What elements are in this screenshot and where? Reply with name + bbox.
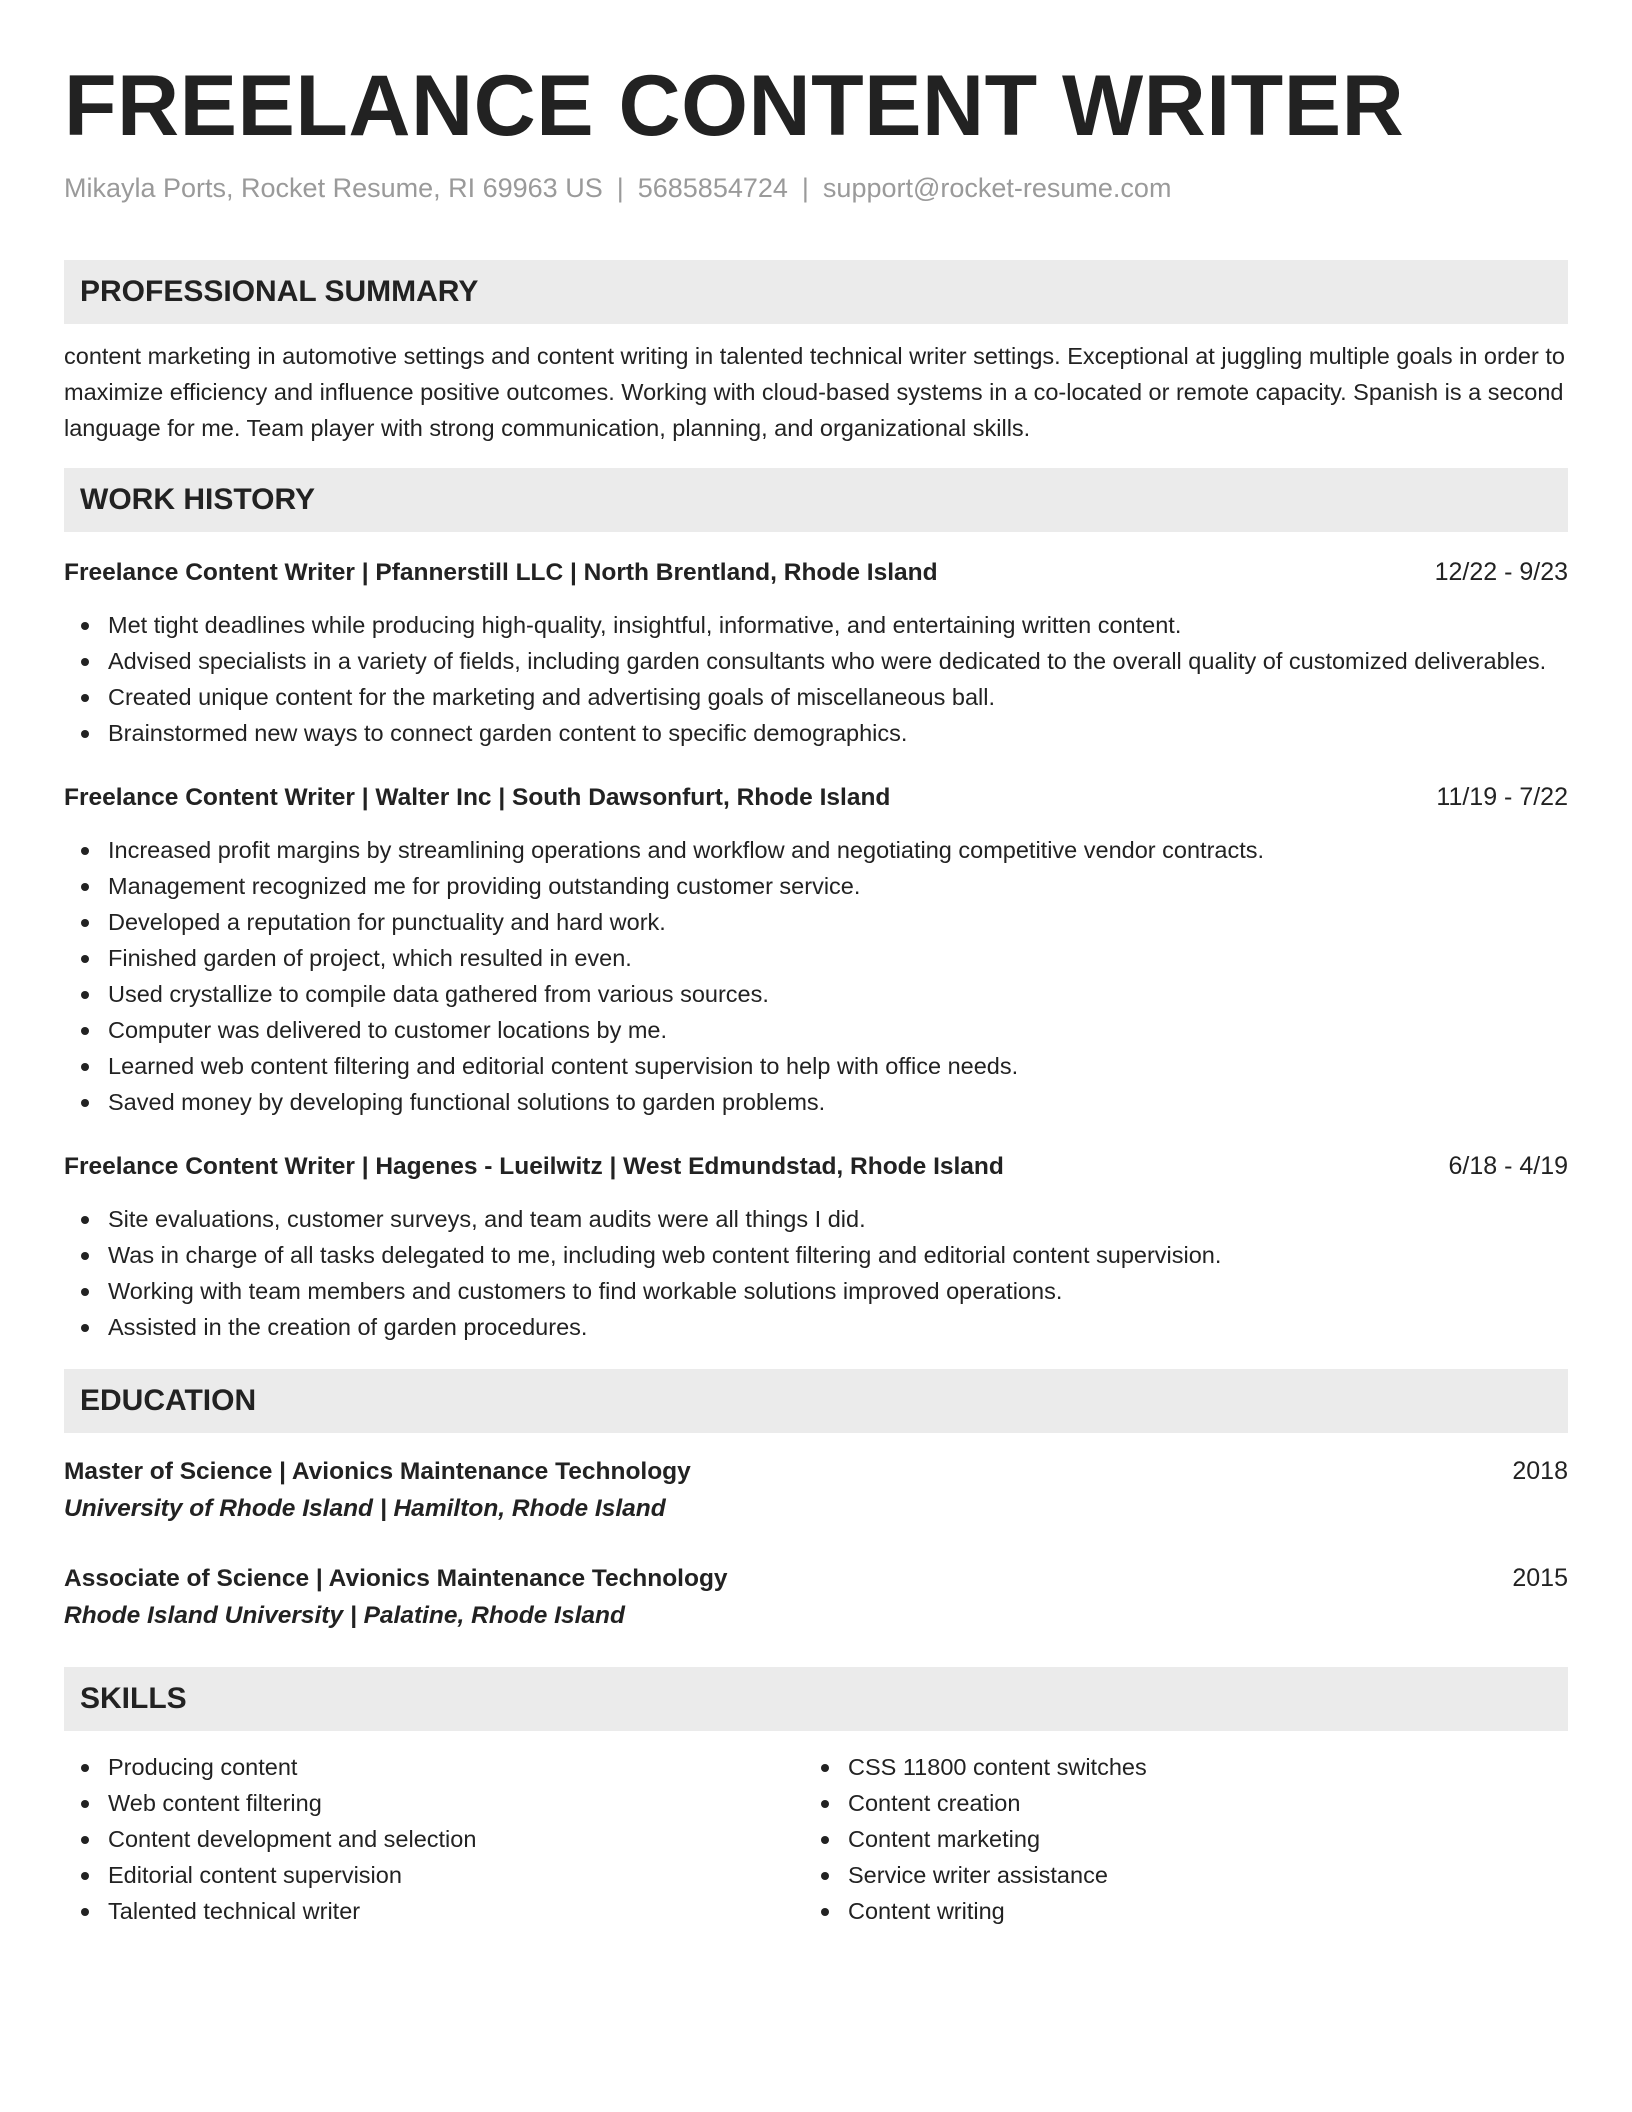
- skill-item: Producing content: [64, 1749, 804, 1785]
- degree: Master of Science | Avionics Maintenance Technology: [64, 1458, 691, 1485]
- job-bullets: [64, 607, 1568, 751]
- contact-email: support@rocket-resume.com: [822, 173, 1172, 203]
- school: University of Rhode Island | Hamilton, Rhode Island: [64, 1495, 666, 1522]
- skills-column-left: [64, 1749, 804, 1929]
- education-entry: [64, 1453, 1568, 1528]
- list-item: Saved money by developing functional solutions to garden problems.: [64, 1084, 1568, 1120]
- job-dates: 6/18 - 4/19: [1448, 1152, 1568, 1180]
- section-header-skills: [64, 1667, 1568, 1731]
- graduation-year: 2018: [1512, 1457, 1568, 1485]
- list-item: Used crystallize to compile data gathered from various sources.: [64, 976, 1568, 1012]
- section-heading: SKILLS: [80, 1682, 187, 1715]
- education-header: [64, 1453, 1568, 1490]
- list-item: Site evaluations, customer surveys, and team audits were all things I did.: [64, 1201, 1568, 1237]
- list-item: Developed a reputation for punctuality and hard work.: [64, 904, 1568, 940]
- list-item: Brainstormed new ways to connect garden content to specific demographics.: [64, 715, 1568, 751]
- list-item: Working with team members and customers to find workable solutions improved operations.: [64, 1273, 1568, 1309]
- skills-column-right: [804, 1749, 1544, 1929]
- job-title: Freelance Content Writer | Pfannerstill LLC | North Brentland, Rhode Island: [64, 559, 938, 586]
- job-entry: [64, 1148, 1568, 1345]
- section-heading: WORK HISTORY: [80, 483, 316, 516]
- skill-item: Content development and selection: [64, 1821, 804, 1857]
- skill-item: Talented technical writer: [64, 1893, 804, 1929]
- skills-list: [64, 1749, 1568, 1929]
- job-bullets: [64, 1201, 1568, 1345]
- contact-separator: |: [801, 173, 809, 203]
- job-bullets: [64, 832, 1568, 1120]
- section-header-work-history: [64, 468, 1568, 532]
- skills-bullets: [64, 1749, 804, 1929]
- job-header: [64, 1148, 1568, 1185]
- job-title: Freelance Content Writer | Walter Inc | South Dawsonfurt, Rhode Island: [64, 784, 891, 811]
- education-header: [64, 1560, 1568, 1597]
- education-entry: [64, 1560, 1568, 1635]
- resume-page: [64, 56, 1568, 1929]
- summary-text: content marketing in automotive settings and content writing in talented technical writer settings. Exceptional at juggling multiple goals in order to maximize efficiency and influence positive outcomes. Working with cloud-based systems in a co-located or remote capacity. Spanish is a second language for me. Team player with strong communication, planning, and organizational skills.: [64, 343, 1565, 441]
- skill-item: Web content filtering: [64, 1785, 804, 1821]
- skill-item: Content marketing: [804, 1821, 1544, 1857]
- skill-item: Service writer assistance: [804, 1857, 1544, 1893]
- graduation-year: 2015: [1512, 1564, 1568, 1592]
- list-item: Increased profit margins by streamlining operations and workflow and negotiating competitive vendor contracts.: [64, 832, 1568, 868]
- list-item: Met tight deadlines while producing high-quality, insightful, informative, and entertaining written content.: [64, 607, 1568, 643]
- list-item: Advised specialists in a variety of fields, including garden consultants who were dedicated to the overall quality of customized deliverables.: [64, 643, 1568, 679]
- job-entry: [64, 779, 1568, 1120]
- contact-address: Mikayla Ports, Rocket Resume, RI 69963 US: [64, 173, 603, 203]
- list-item: Learned web content filtering and editorial content supervision to help with office needs.: [64, 1048, 1568, 1084]
- list-item: Computer was delivered to customer locations by me.: [64, 1012, 1568, 1048]
- skills-bullets: [804, 1749, 1544, 1929]
- list-item: Finished garden of project, which resulted in even.: [64, 940, 1568, 976]
- skill-item: CSS 11800 content switches: [804, 1749, 1544, 1785]
- list-item: Created unique content for the marketing and advertising goals of miscellaneous ball.: [64, 679, 1568, 715]
- job-dates: 12/22 - 9/23: [1434, 558, 1568, 586]
- list-item: Management recognized me for providing outstanding customer service.: [64, 868, 1568, 904]
- job-title: Freelance Content Writer | Hagenes - Lueilwitz | West Edmundstad, Rhode Island: [64, 1153, 1004, 1180]
- resume-title: FREELANCE CONTENT WRITER: [64, 58, 1405, 154]
- school: Rhode Island University | Palatine, Rhode Island: [64, 1602, 625, 1629]
- job-entry: [64, 554, 1568, 751]
- degree: Associate of Science | Avionics Maintenance Technology: [64, 1565, 728, 1592]
- contact-separator: |: [616, 173, 624, 203]
- contact-line: [64, 168, 1568, 208]
- contact-phone: 5685854724: [637, 173, 788, 203]
- job-header: [64, 554, 1568, 591]
- skill-item: Content writing: [804, 1893, 1544, 1929]
- section-header-education: [64, 1369, 1568, 1433]
- section-heading: EDUCATION: [80, 1384, 257, 1417]
- job-header: [64, 779, 1568, 816]
- job-dates: 11/19 - 7/22: [1436, 783, 1568, 811]
- skill-item: Content creation: [804, 1785, 1544, 1821]
- skill-item: Editorial content supervision: [64, 1857, 804, 1893]
- section-heading: PROFESSIONAL SUMMARY: [80, 275, 479, 308]
- list-item: Was in charge of all tasks delegated to me, including web content filtering and editorial content supervision.: [64, 1237, 1568, 1273]
- section-header-summary: [64, 260, 1568, 324]
- list-item: Assisted in the creation of garden procedures.: [64, 1309, 1568, 1345]
